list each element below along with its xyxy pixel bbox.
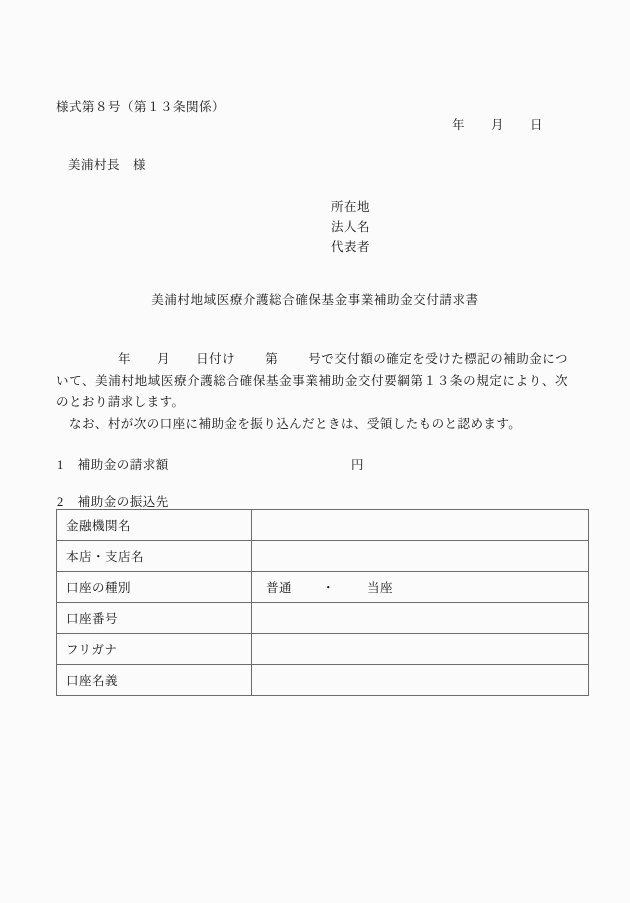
sender-field-address: 所在地 — [331, 200, 371, 214]
row-label-account-number: 口座番号 — [57, 603, 252, 634]
item-2-label: 補助金の振込先 — [77, 495, 169, 509]
row-value-account-holder[interactable] — [252, 665, 589, 696]
sender-block — [331, 197, 370, 257]
body-paragraph-1-rest: て、美浦村地域医療介護総合確保基金事業補助金交付要綱第１３条の規定により、次のとおり請求します。 — [56, 373, 568, 409]
page-title: 美浦村地域医療介護総合確保基金事業補助金交付請求書 — [151, 293, 479, 307]
account-type-option-ordinary[interactable]: 普通 — [266, 581, 293, 595]
row-value-financial-institution[interactable] — [252, 510, 589, 541]
row-label-account-holder: 口座名義 — [57, 665, 252, 696]
sender-field-representative: 代表者 — [331, 240, 371, 254]
row-value-furigana[interactable] — [252, 634, 589, 665]
row-label-branch: 本店・支店名 — [57, 541, 252, 572]
account-type-separator: ・ — [322, 581, 336, 595]
item-2-number: 2 — [57, 495, 64, 509]
item-1-label: 補助金の請求額 — [77, 458, 169, 472]
body-paragraph-1-tail: 号で交付額の確定を受けた標記の補助金につい — [56, 352, 569, 388]
body-number-prefix: 第 — [265, 352, 279, 366]
body-day-label: 日付け — [196, 352, 236, 366]
date-day-label: 日 — [530, 118, 544, 132]
item-1-number: 1 — [57, 458, 64, 472]
row-label-financial-institution: 金融機関名 — [57, 510, 252, 541]
body-year-label: 年 — [118, 352, 132, 366]
item-2 — [57, 492, 169, 510]
table-row — [57, 572, 589, 603]
account-type-option-current[interactable]: 当座 — [367, 581, 394, 595]
item-1 — [57, 455, 169, 473]
sender-field-corporation: 法人名 — [331, 220, 371, 234]
body-text — [56, 349, 568, 435]
row-value-account-type[interactable] — [252, 572, 589, 603]
body-month-label: 月 — [157, 352, 171, 366]
bank-account-table — [56, 509, 589, 696]
date-line — [452, 119, 543, 132]
table-row — [57, 634, 589, 665]
addressee-line — [68, 159, 146, 172]
row-value-branch[interactable] — [252, 541, 589, 572]
table-row — [57, 665, 589, 696]
row-value-account-number[interactable] — [252, 603, 589, 634]
table-row — [57, 603, 589, 634]
item-1-unit: 円 — [351, 458, 364, 472]
addressee-name: 美浦村長 — [68, 158, 121, 172]
addressee-honorific: 様 — [133, 158, 147, 172]
body-paragraph-1 — [56, 349, 568, 414]
date-year-label: 年 — [452, 118, 466, 132]
table-row — [57, 541, 589, 572]
body-paragraph-2: なお、村が次の口座に補助金を振り込んだときは、受領したものと認めます。 — [69, 416, 522, 431]
form-number: 様式第８号（第１３条関係） — [56, 100, 226, 114]
table-row — [57, 510, 589, 541]
date-month-label: 月 — [491, 118, 505, 132]
row-label-account-type: 口座の種別 — [57, 572, 252, 603]
row-label-furigana: フリガナ — [57, 634, 252, 665]
